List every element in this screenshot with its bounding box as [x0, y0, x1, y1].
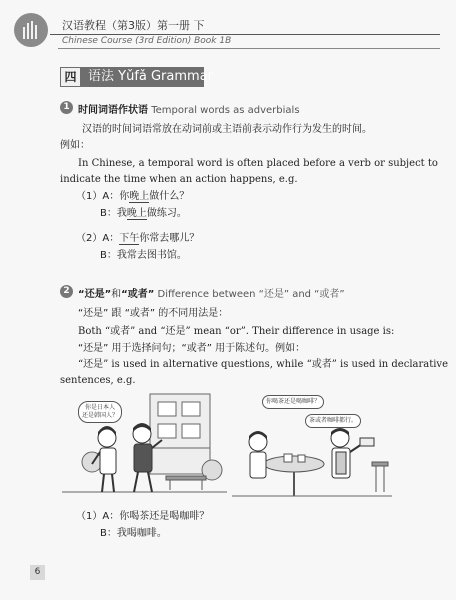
point1-heading: [78, 101, 300, 116]
example1-b: B：我晚上做练习。: [100, 208, 187, 219]
section-title: 语法 Yǔfǎ Grammar: [88, 69, 214, 84]
point2-line-2: Both “或者” and “还是” mean “or”. Their difference in usage is:: [78, 326, 395, 337]
temporal-word: 下午: [119, 233, 140, 244]
header-title: 汉语教程（第3版）第一册 下: [62, 19, 205, 32]
point2-heading-en: Difference between “还是” and “或者”: [157, 289, 345, 300]
header-rule: [50, 34, 440, 35]
example3-label: （1）A：: [76, 511, 120, 522]
point1-heading-cn: 时间词语作状语: [78, 105, 148, 116]
header-subtitle: Chinese Course (3rd Edition) Book 1B: [62, 36, 232, 46]
page-number: 6: [30, 565, 45, 580]
temporal-word: 晚上: [126, 208, 147, 219]
temporal-word: 晚上: [129, 191, 150, 202]
point2-line-4: “还是” is used in alternative questions, while “或者” is used in declarative: [78, 359, 448, 370]
point2-line-1: “还是” 跟 “或者” 的不同用法是：: [78, 308, 229, 319]
example1-a: （1）A：你晚上做什么？: [76, 191, 190, 202]
example2-a: （2）A：下午你常去哪儿？: [76, 233, 200, 244]
speech-bubble-tea-or-coffee: 你喝茶还是喝咖啡？: [262, 395, 324, 409]
book-logo-icon: [14, 13, 48, 47]
section-banner: [60, 67, 214, 87]
point1-heading-en: Temporal words as adverbials: [151, 105, 300, 116]
point2-heading: “还是”和“或者” Difference between “还是” and “或者”: [78, 289, 345, 300]
example2-b: B：我常去图书馆。: [100, 250, 187, 261]
speech-bubble-nationality: 你是日本人 还是韩国人？: [78, 401, 122, 423]
point2-line-5: sentences, e.g.: [60, 375, 136, 386]
example3-b: B：我喝咖啡。: [100, 528, 167, 539]
section-number: 四: [60, 67, 81, 87]
point1-number: 1: [60, 101, 73, 114]
example2-label: （2）A：: [76, 233, 120, 244]
example3-a: （1）A：你喝茶还是喝咖啡？: [76, 511, 210, 522]
speech-bubble-either-fine: 茶或者咖啡都行。: [305, 414, 361, 428]
point1-desc-cn-2: 例如：: [60, 140, 90, 151]
point2-line-3: “还是” 用于选择问句；“或者” 用于陈述句。例如：: [78, 343, 306, 354]
point1-desc-en-2: indicate the time when an action happens, e.g.: [60, 174, 298, 185]
point2-number: 2: [60, 285, 73, 298]
point1-desc-en-1: In Chinese, a temporal word is often placed before a verb or subject to: [78, 158, 438, 169]
header-rule-secondary: [58, 48, 440, 49]
point1-desc-cn-1: 汉语的时间词语常放在动词前或主语前表示动作行为发生的时间。: [82, 124, 372, 135]
example1-label: （1）A：: [76, 191, 120, 202]
